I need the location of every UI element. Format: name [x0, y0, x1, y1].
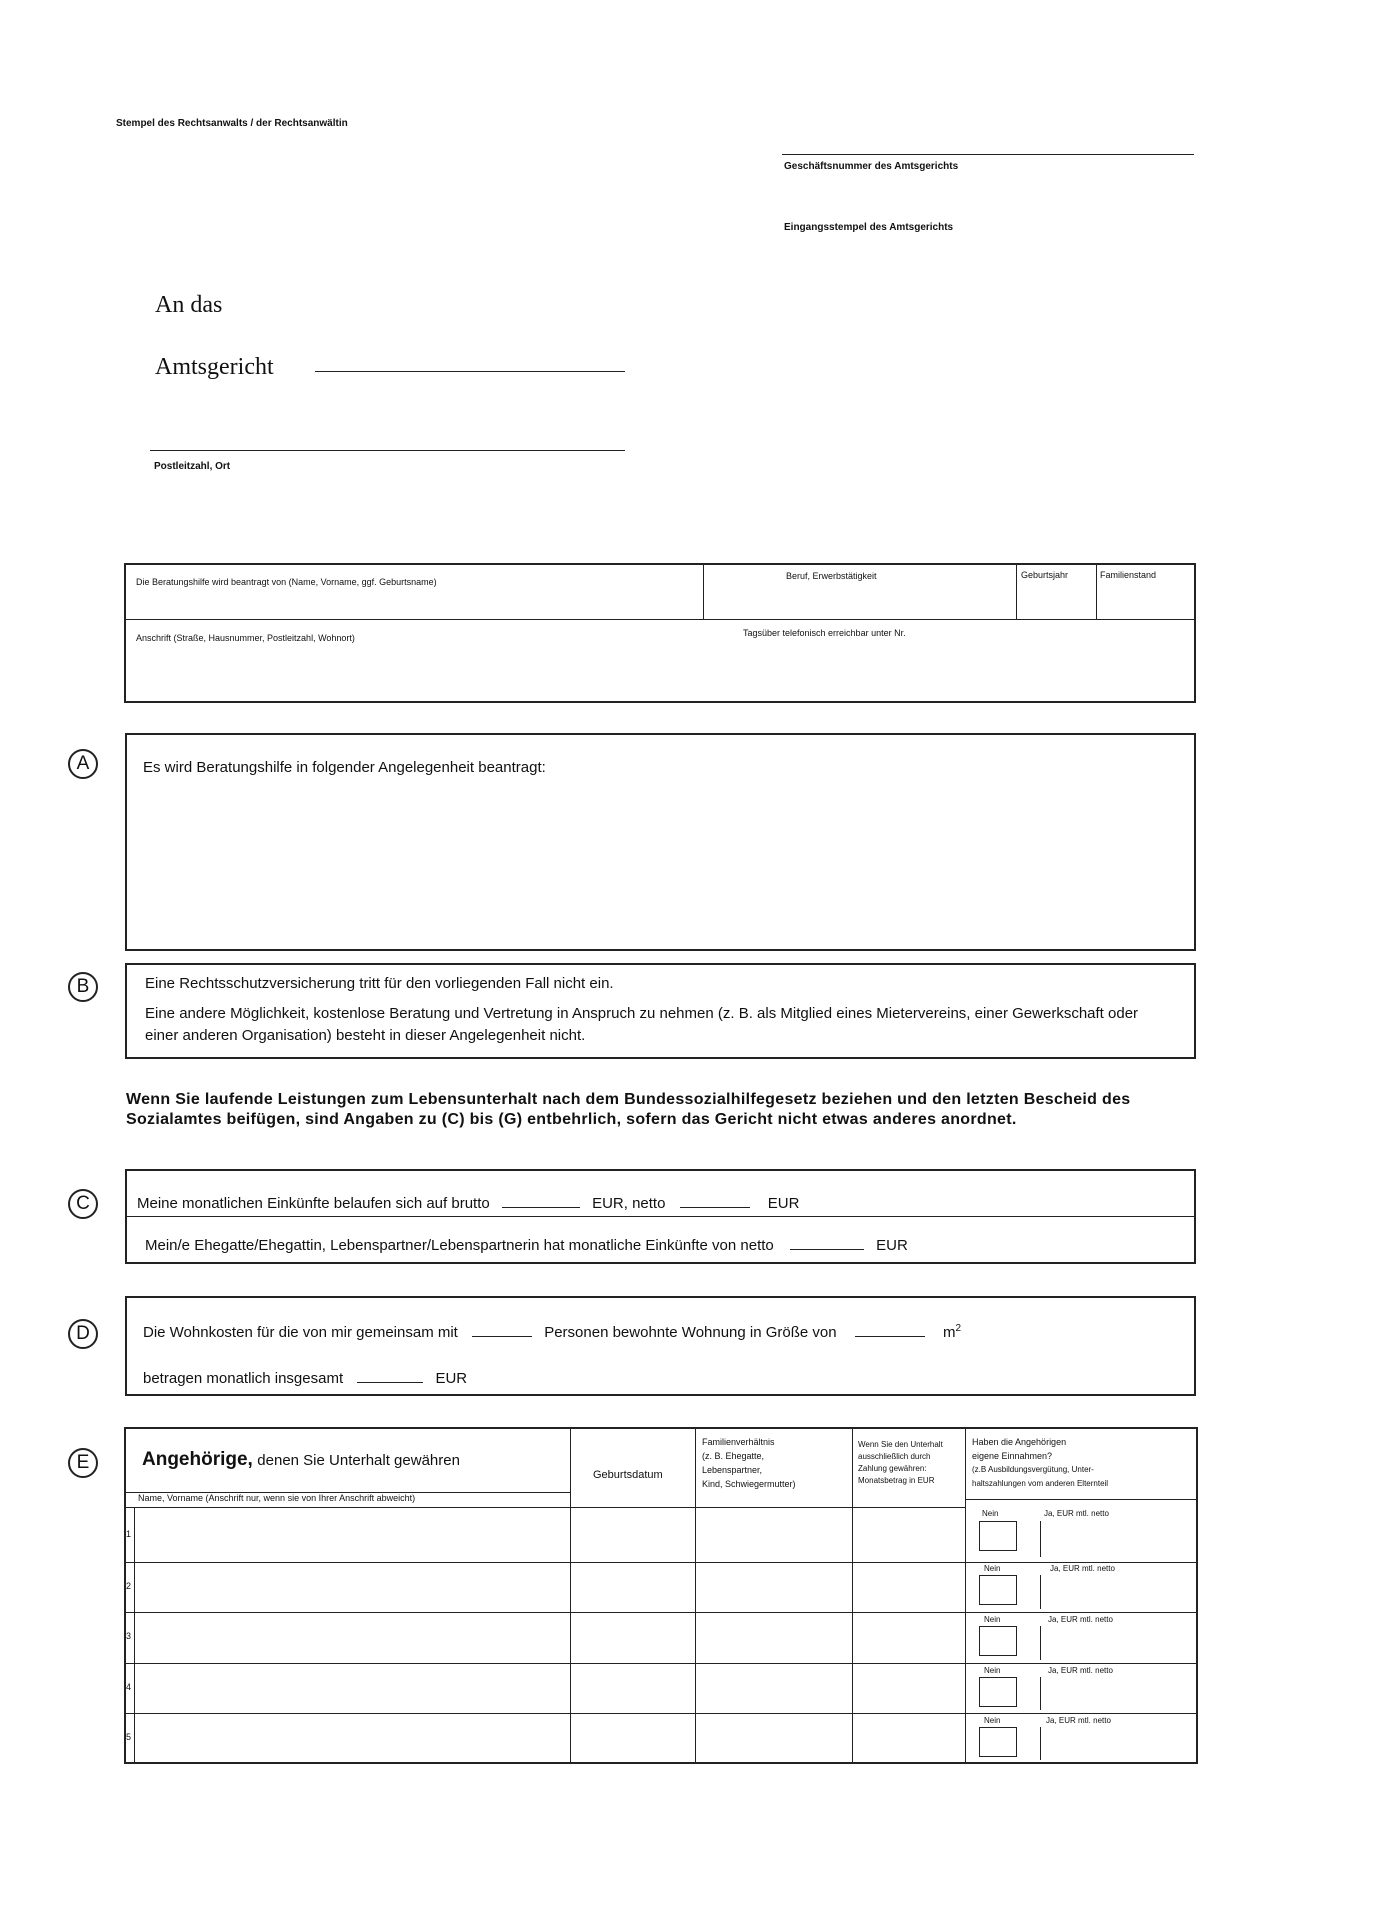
address-line2: Amtsgericht [155, 354, 274, 380]
section-c-box [125, 1169, 1196, 1264]
yes-label: Ja, EUR mtl. netto [1050, 1564, 1115, 1573]
section-c-line2 [145, 1235, 908, 1254]
col-birth-header: Geburtsdatum [593, 1469, 663, 1481]
row-number: 1 [126, 1529, 132, 1539]
housing-size-unit: m [942, 1324, 956, 1341]
no-checkbox[interactable] [979, 1575, 1017, 1605]
notice-text: Wenn Sie laufende Leistungen zum Lebensunterhalt nach dem Bundessozialhilfegesetz beziehen und den letzten Bescheid des Sozialamtes beifügen, sind Angaben zu (C) bis (G) entbehrlich, sofern das Gericht nicht etwas anderes anordnet. [126, 1091, 1131, 1128]
phone-label: Tagsüber telefonisch erreichbar unter Nr. [743, 628, 906, 638]
col-family-header: Familienverhältnis (z. B. Ehegatte, Lebenspartner, Kind, Schwiegermutter) [702, 1437, 796, 1489]
row-number: 3 [126, 1631, 132, 1641]
income-gross-field[interactable] [502, 1193, 580, 1208]
section-b-line1: Eine Rechtsschutzversicherung tritt für den vorliegenden Fall nicht ein. [145, 975, 614, 992]
applicant-table [124, 563, 1196, 703]
court-name-field[interactable] [315, 371, 625, 372]
dependents-table [124, 1427, 1198, 1764]
dependents-title [142, 1449, 460, 1471]
section-d-line2 [143, 1368, 467, 1387]
section-b-box [125, 963, 1196, 1059]
housing-persons-field[interactable] [472, 1322, 532, 1337]
no-label: Nein [984, 1716, 1001, 1725]
section-e-marker: E [68, 1448, 98, 1478]
yes-label: Ja, EUR mtl. netto [1044, 1509, 1109, 1518]
spouse-income-field[interactable] [790, 1235, 864, 1250]
income-net-label: EUR, netto [592, 1195, 666, 1212]
row-number: 5 [126, 1732, 132, 1742]
no-checkbox[interactable] [979, 1677, 1017, 1707]
col-support-header: Wenn Sie den Unterhalt ausschließlich durch Zahlung gewähren: Monatsbetrag in EUR [858, 1440, 943, 1485]
postal-label: Postleitzahl, Ort [154, 461, 231, 472]
section-d-line1 [143, 1322, 961, 1341]
section-c-line1 [137, 1193, 799, 1212]
section-a-marker: A [68, 749, 98, 779]
section-b-line2: Eine andere Möglichkeit, kostenlose Beratung und Vertretung in Anspruch zu nehmen (z. B. als Mitglied eines Mietervereins, einer Gewerkschaft oder einer anderen Organisation) besteht in dieser Angelegenheit nicht. [145, 1005, 1139, 1044]
yes-label: Ja, EUR mtl. netto [1046, 1716, 1111, 1725]
col-income-header: Haben die Angehörigen eigene Einnahmen? (z.B Ausbildungsvergütung, Unter- haltszahlungen vom anderen Elternteil [972, 1437, 1109, 1488]
section-a-box[interactable] [125, 733, 1196, 951]
row-number: 4 [126, 1682, 132, 1692]
no-checkbox[interactable] [979, 1727, 1017, 1757]
address-label: Anschrift (Straße, Hausnummer, Postleitzahl, Wohnort) [136, 633, 355, 643]
income-gross-label: Meine monatlichen Einkünfte belaufen sich auf brutto [137, 1195, 490, 1212]
address-line1: An das [155, 292, 223, 318]
no-label: Nein [984, 1666, 1001, 1675]
row-number: 2 [126, 1581, 132, 1591]
no-checkbox[interactable] [979, 1521, 1017, 1551]
yes-label: Ja, EUR mtl. netto [1048, 1666, 1113, 1675]
housing-size-field[interactable] [855, 1322, 925, 1337]
housing-cost-label: betragen monatlich insgesamt [143, 1370, 344, 1387]
receipt-stamp-label: Eingangsstempel des Amtsgerichts [784, 222, 954, 233]
housing-persons-label: Die Wohnkosten für die von mir gemeinsam mit [143, 1324, 458, 1341]
dependents-name-header: Name, Vorname (Anschrift nur, wenn sie von Ihrer Anschrift abweicht) [138, 1493, 416, 1503]
section-b-marker: B [68, 972, 98, 1002]
spouse-income-unit: EUR [876, 1237, 908, 1254]
income-net-field[interactable] [680, 1193, 750, 1208]
dependents-title-main: Angehörige, [142, 1449, 253, 1470]
no-label: Nein [984, 1564, 1001, 1573]
housing-cost-unit: EUR [435, 1370, 468, 1387]
section-a-text: Es wird Beratungshilfe in folgender Angelegenheit beantragt: [143, 759, 546, 776]
stamp-label: Stempel des Rechtsanwalts / der Rechtsanwältin [116, 118, 348, 129]
no-label: Nein [982, 1509, 999, 1518]
income-net-unit: EUR [767, 1195, 800, 1212]
case-number-line [782, 154, 1194, 155]
dependents-title-rest: denen Sie Unterhalt gewähren [257, 1452, 460, 1469]
postal-city-field[interactable] [150, 450, 625, 451]
no-label: Nein [984, 1615, 1001, 1624]
no-checkbox[interactable] [979, 1626, 1017, 1656]
marital-status-label: Familienstand [1100, 570, 1157, 580]
yes-label: Ja, EUR mtl. netto [1048, 1615, 1113, 1624]
birth-year-label: Geburtsjahr [1021, 570, 1069, 580]
section-c-marker: C [68, 1189, 98, 1219]
section-d-marker: D [68, 1319, 98, 1349]
name-label: Die Beratungshilfe wird beantragt von (Name, Vorname, ggf. Geburtsname) [136, 577, 437, 587]
occupation-label: Beruf, Erwerbstätigkeit [786, 571, 877, 581]
case-number-label: Geschäftsnummer des Amtsgerichts [784, 161, 959, 172]
housing-size-unit-exponent: 2 [955, 1323, 962, 1334]
housing-size-label: Personen bewohnte Wohnung in Größe von [544, 1324, 837, 1341]
spouse-income-label: Mein/e Ehegatte/Ehegattin, Lebenspartner/Lebenspartnerin hat monatliche Einkünfte von netto [145, 1237, 774, 1254]
section-d-box [125, 1296, 1196, 1396]
housing-cost-field[interactable] [357, 1368, 423, 1383]
